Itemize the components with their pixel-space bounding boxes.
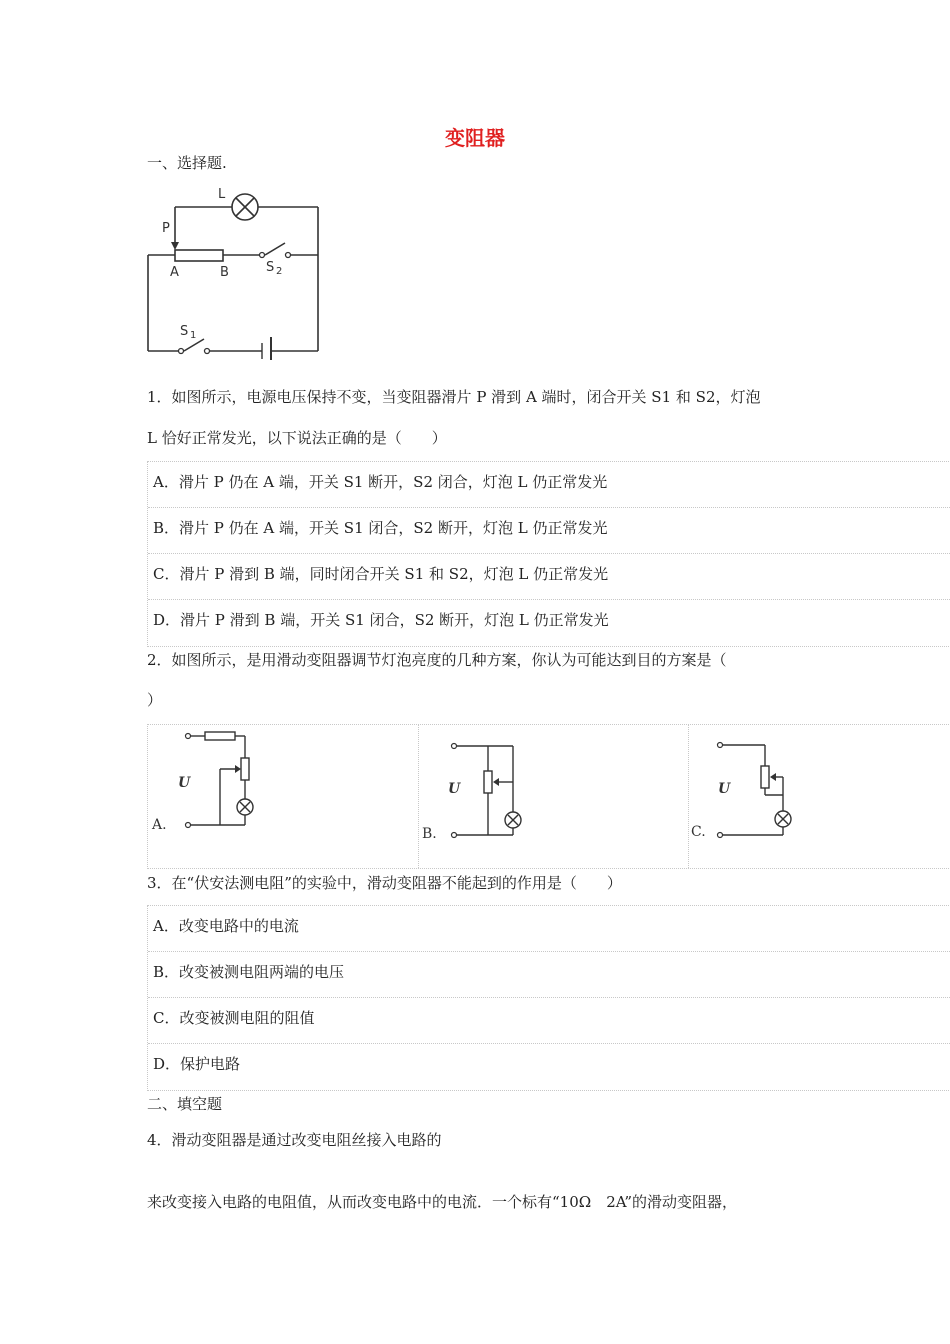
option-text: D．滑片 P 滑到 B 端，开关 S1 闭合，S2 断开，灯泡 L 仍正常发光 xyxy=(153,611,609,629)
option-a-cell[interactable] xyxy=(148,725,419,868)
question-1-text: 1．如图所示，电源电压保持不变，当变阻器滑片 P 滑到 A 端时，闭合开关 S1 和 S2，灯泡 xyxy=(147,388,761,406)
switch-s1-label: S xyxy=(180,324,189,339)
question-4-text: 4．滑动变阻器是通过改变电阻丝接入电路的 xyxy=(147,1131,442,1149)
circuit-figure-1 xyxy=(140,180,330,360)
question-2-text-cont: ） xyxy=(147,691,163,709)
switch-s1-subscript: 1 xyxy=(190,330,197,341)
option-text: B．改变被测电阻两端的电压 xyxy=(153,963,345,981)
option-row[interactable] xyxy=(148,998,950,1044)
option-row[interactable] xyxy=(148,600,950,646)
question-1-text-cont: L 恰好正常发光，以下说法正确的是（ ） xyxy=(147,429,447,447)
terminal-b-label: B xyxy=(220,265,229,280)
question-4-text-cont: 来改变接入电路的电阻值，从而改变电路中的电流．一个标有“10Ω 2A”的滑动变阻器， xyxy=(147,1193,738,1211)
option-a-label: A. xyxy=(152,817,167,833)
question-3-text: 3．在“伏安法测电阻”的实验中，滑动变阻器不能起到的作用是（ ） xyxy=(147,874,622,892)
voltage-label: U xyxy=(448,781,461,797)
section-heading-choice: 一、选择题. xyxy=(147,154,227,172)
voltage-label: U xyxy=(178,775,191,791)
question-2-options xyxy=(147,724,950,869)
option-row[interactable] xyxy=(148,554,950,600)
option-b-cell[interactable] xyxy=(418,725,689,868)
option-text: A．滑片 P 仍在 A 端，开关 S1 断开，S2 闭合，灯泡 L 仍正常发光 xyxy=(153,473,608,491)
option-b-label: B. xyxy=(422,826,437,842)
option-row[interactable] xyxy=(148,906,950,952)
question-2-text: 2．如图所示，是用滑动变阻器调节灯泡亮度的几种方案，你认为可能达到目的方案是（ xyxy=(147,651,727,669)
option-text: D．保护电路 xyxy=(153,1055,241,1073)
option-text: C．滑片 P 滑到 B 端，同时闭合开关 S1 和 S2，灯泡 L 仍正常发光 xyxy=(153,565,609,583)
option-c-label: C. xyxy=(691,824,706,840)
option-c-cell[interactable] xyxy=(688,725,950,868)
terminal-a-label: A xyxy=(170,265,179,280)
slider-label: P xyxy=(162,221,170,236)
question-3-options xyxy=(147,905,950,1091)
section-heading-fill: 二、填空题 xyxy=(147,1095,223,1113)
lamp-label: L xyxy=(218,187,226,202)
question-1-options xyxy=(147,461,950,647)
option-row[interactable] xyxy=(148,952,950,998)
option-text: A．改变电路中的电流 xyxy=(153,917,299,935)
switch-s2-label: S xyxy=(266,260,275,275)
switch-s2-subscript: 2 xyxy=(276,266,283,277)
option-text: C．改变被测电阻的阻值 xyxy=(153,1009,315,1027)
option-row[interactable] xyxy=(148,508,950,554)
page-title: 变阻器 xyxy=(445,126,505,150)
option-row[interactable] xyxy=(148,462,950,508)
option-row[interactable] xyxy=(148,1044,950,1090)
option-text: B．滑片 P 仍在 A 端，开关 S1 闭合，S2 断开，灯泡 L 仍正常发光 xyxy=(153,519,608,537)
voltage-label: U xyxy=(718,781,731,797)
